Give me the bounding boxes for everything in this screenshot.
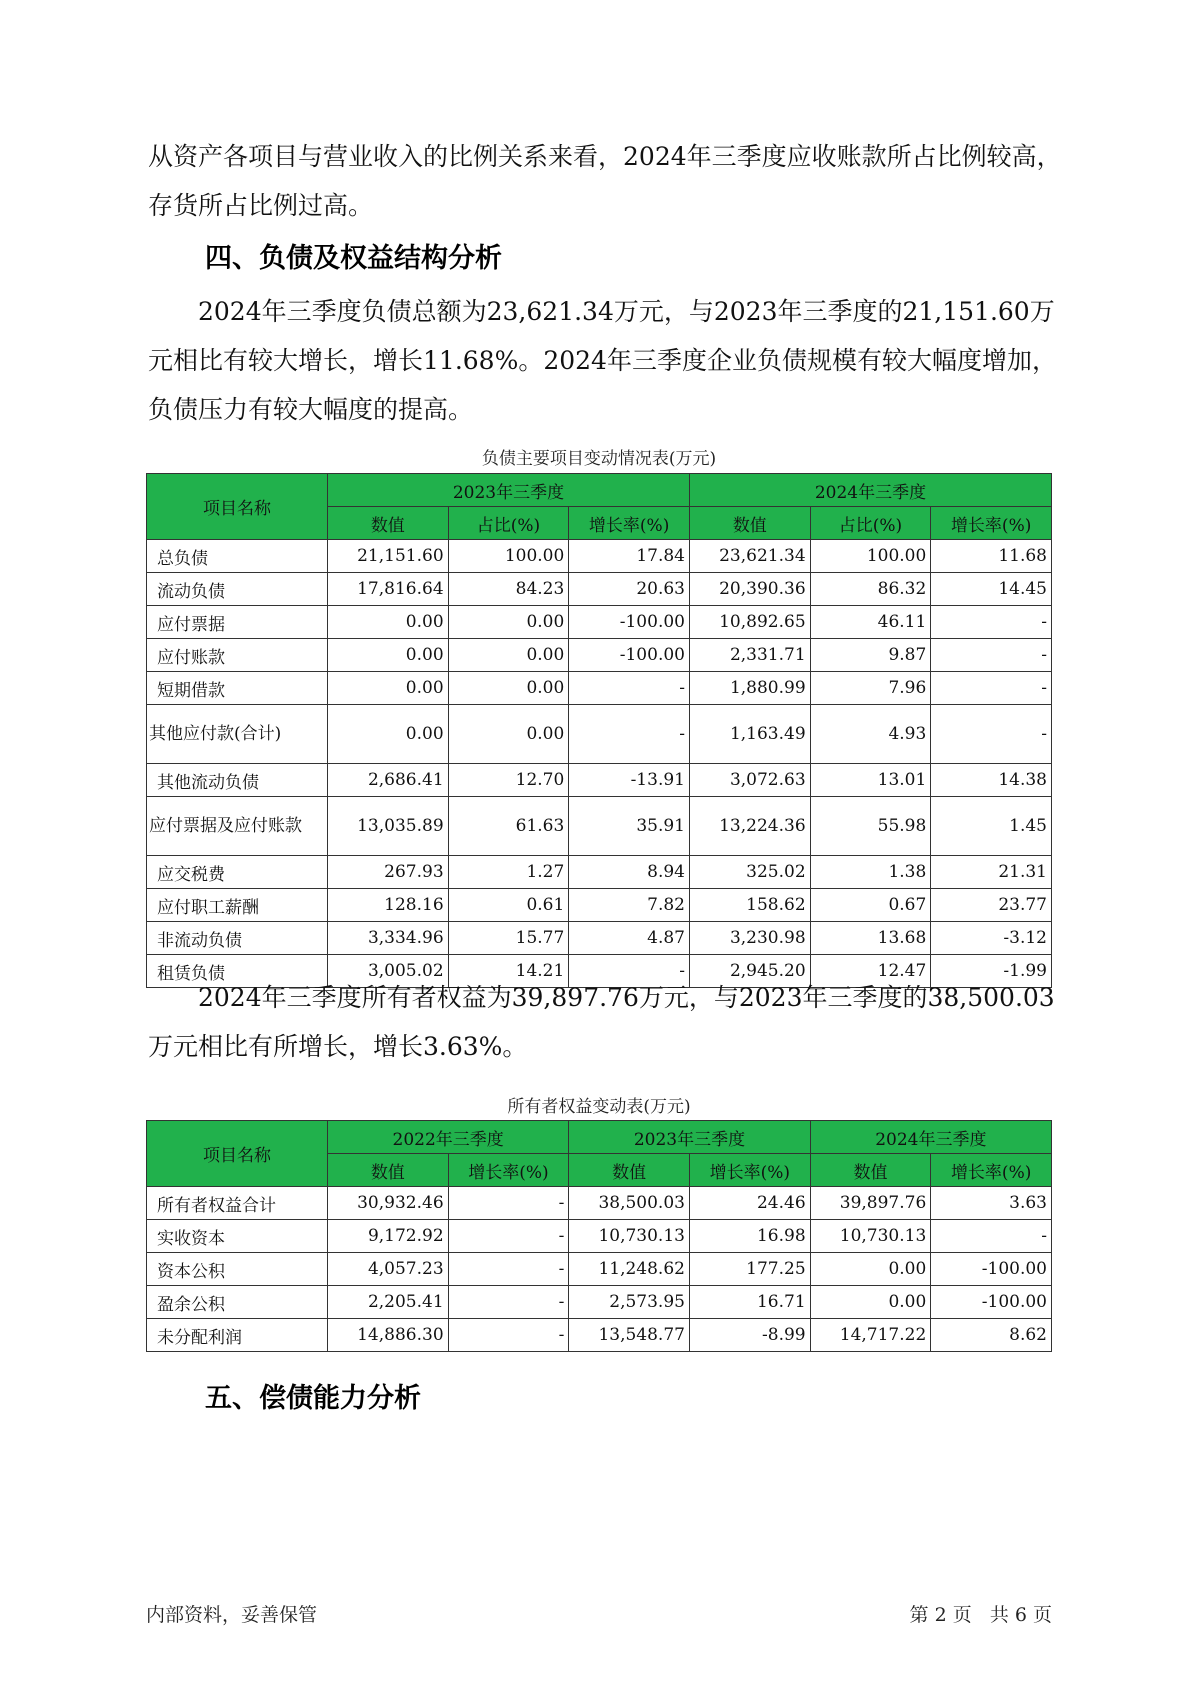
row-label: 应付票据及应付账款: [147, 797, 328, 856]
table-cell: 158.62: [689, 889, 810, 922]
table-cell: 38,500.03: [569, 1187, 690, 1220]
intro-paragraph: 从资产各项目与营业收入的比例关系来看，2024年三季度应收账款所占比例较高，存货所占比例过高。: [148, 142, 1062, 220]
liability-row: [147, 889, 1052, 922]
table-cell: 35.91: [569, 797, 690, 856]
table-cell: -: [448, 1319, 569, 1352]
liability-subheader: 数值: [327, 507, 448, 540]
table-cell: 0.00: [327, 672, 448, 705]
table-cell: 0.00: [327, 639, 448, 672]
table-cell: 4,057.23: [327, 1253, 448, 1286]
table-cell: -13.91: [569, 764, 690, 797]
table-cell: 1.27: [448, 856, 569, 889]
liability-table-caption: 负债主要项目变动情况表(万元): [481, 449, 717, 469]
table-cell: 8.94: [569, 856, 690, 889]
table-cell: 12.70: [448, 764, 569, 797]
table-cell: 14,886.30: [327, 1319, 448, 1352]
liability-subheader: 增长率(%): [569, 507, 690, 540]
table-cell: -8.99: [689, 1319, 810, 1352]
equity-row: [147, 1286, 1052, 1319]
table-cell: -100.00: [931, 1253, 1052, 1286]
table-cell: 24.46: [689, 1187, 810, 1220]
liability-subheader: 增长率(%): [931, 507, 1052, 540]
table-cell: 21,151.60: [327, 540, 448, 573]
table-cell: 0.00: [810, 1253, 931, 1286]
table-cell: 23,621.34: [689, 540, 810, 573]
liability-row: [147, 705, 1052, 764]
table-cell: 15.77: [448, 922, 569, 955]
liability-row: [147, 922, 1052, 955]
table-cell: 10,730.13: [810, 1220, 931, 1253]
footer-page-number: 第 2 页 共 6 页: [909, 1604, 1052, 1626]
table-cell: 0.00: [448, 672, 569, 705]
equity-subheader: 增长率(%): [448, 1154, 569, 1187]
equity-subheader: 增长率(%): [689, 1154, 810, 1187]
section-4-heading: 四、负债及权益结构分析: [205, 243, 502, 274]
table-cell: -1.99: [931, 955, 1052, 988]
equity-row: [147, 1319, 1052, 1352]
row-label: 应付职工薪酬: [147, 889, 328, 922]
liability-table: [146, 473, 1052, 988]
equity-header-2023q3: 2023年三季度: [569, 1121, 810, 1154]
equity-subheader: 数值: [810, 1154, 931, 1187]
row-label: 非流动负债: [147, 922, 328, 955]
table-cell: 0.61: [448, 889, 569, 922]
table-cell: -3.12: [931, 922, 1052, 955]
liability-row: [147, 639, 1052, 672]
table-cell: 12.47: [810, 955, 931, 988]
row-label: 流动负债: [147, 573, 328, 606]
table-cell: 0.00: [327, 606, 448, 639]
equity-header-2022q3: 2022年三季度: [327, 1121, 568, 1154]
table-cell: -: [931, 705, 1052, 764]
row-label: 应付票据: [147, 606, 328, 639]
table-cell: -: [448, 1286, 569, 1319]
table-cell: 84.23: [448, 573, 569, 606]
row-label: 其他流动负债: [147, 764, 328, 797]
table-cell: 0.00: [327, 705, 448, 764]
row-label: 实收资本: [147, 1220, 328, 1253]
table-cell: -100.00: [931, 1286, 1052, 1319]
liability-subheader: 占比(%): [448, 507, 569, 540]
equity-row: [147, 1220, 1052, 1253]
row-label: 租赁负债: [147, 955, 328, 988]
table-cell: -: [931, 606, 1052, 639]
table-cell: 10,730.13: [569, 1220, 690, 1253]
liability-table-body: [147, 540, 1052, 988]
liability-paragraph: 2024年三季度负债总额为23,621.34万元，与2023年三季度的21,151.60万元相比有较大增长，增长11.68%。2024年三季度企业负债规模有较大幅度增加，负债压力有较大幅度的提高。: [148, 297, 1057, 424]
table-cell: 9.87: [810, 639, 931, 672]
table-cell: 4.93: [810, 705, 931, 764]
liability-row: [147, 573, 1052, 606]
liability-header-item: 项目名称: [147, 474, 328, 540]
table-cell: 1,880.99: [689, 672, 810, 705]
row-label: 盈余公积: [147, 1286, 328, 1319]
table-cell: 13.68: [810, 922, 931, 955]
liability-subheader: 数值: [689, 507, 810, 540]
table-cell: 3,230.98: [689, 922, 810, 955]
table-cell: 20,390.36: [689, 573, 810, 606]
table-cell: 21.31: [931, 856, 1052, 889]
table-cell: 30,932.46: [327, 1187, 448, 1220]
table-cell: -: [569, 705, 690, 764]
row-label: 总负债: [147, 540, 328, 573]
equity-subheader: 增长率(%): [931, 1154, 1052, 1187]
liability-row: [147, 606, 1052, 639]
equity-subheader: 数值: [327, 1154, 448, 1187]
table-cell: 13,548.77: [569, 1319, 690, 1352]
table-cell: 9,172.92: [327, 1220, 448, 1253]
table-cell: 13.01: [810, 764, 931, 797]
table-cell: -: [569, 672, 690, 705]
table-cell: 3.63: [931, 1187, 1052, 1220]
table-cell: 17.84: [569, 540, 690, 573]
table-cell: -: [931, 672, 1052, 705]
equity-header-item: 项目名称: [147, 1121, 328, 1187]
table-cell: 2,573.95: [569, 1286, 690, 1319]
table-cell: 1.38: [810, 856, 931, 889]
liability-row: [147, 856, 1052, 889]
liability-row: [147, 540, 1052, 573]
table-cell: -: [448, 1220, 569, 1253]
table-cell: -: [448, 1253, 569, 1286]
table-cell: 1,163.49: [689, 705, 810, 764]
table-cell: 2,205.41: [327, 1286, 448, 1319]
table-cell: 14.21: [448, 955, 569, 988]
table-cell: -: [931, 639, 1052, 672]
liability-subheader: 占比(%): [810, 507, 931, 540]
equity-row: [147, 1187, 1052, 1220]
table-cell: 8.62: [931, 1319, 1052, 1352]
table-cell: -: [448, 1187, 569, 1220]
table-cell: -100.00: [569, 606, 690, 639]
table-cell: 2,945.20: [689, 955, 810, 988]
table-cell: 1.45: [931, 797, 1052, 856]
liability-row: [147, 764, 1052, 797]
table-cell: 86.32: [810, 573, 931, 606]
table-cell: 3,005.02: [327, 955, 448, 988]
table-cell: 46.11: [810, 606, 931, 639]
row-label: 其他应付款(合计): [147, 705, 328, 764]
table-cell: 3,334.96: [327, 922, 448, 955]
row-label: 资本公积: [147, 1253, 328, 1286]
table-cell: 17,816.64: [327, 573, 448, 606]
table-cell: 13,224.36: [689, 797, 810, 856]
table-cell: 39,897.76: [810, 1187, 931, 1220]
table-cell: 14,717.22: [810, 1319, 931, 1352]
table-cell: -: [569, 955, 690, 988]
equity-subheader: 数值: [569, 1154, 690, 1187]
liability-header-2023q3: 2023年三季度: [327, 474, 689, 507]
table-cell: 0.00: [448, 606, 569, 639]
equity-table-caption: 所有者权益变动表(万元): [507, 1097, 691, 1117]
table-cell: 100.00: [810, 540, 931, 573]
table-cell: 7.96: [810, 672, 931, 705]
table-cell: -: [931, 1220, 1052, 1253]
table-cell: 267.93: [327, 856, 448, 889]
table-cell: 14.38: [931, 764, 1052, 797]
table-cell: 0.00: [448, 705, 569, 764]
equity-header-2024q3: 2024年三季度: [810, 1121, 1051, 1154]
liability-header-2024q3: 2024年三季度: [689, 474, 1051, 507]
table-cell: 2,686.41: [327, 764, 448, 797]
equity-row: [147, 1253, 1052, 1286]
liability-row: [147, 797, 1052, 856]
table-cell: 3,072.63: [689, 764, 810, 797]
equity-table-body: [147, 1187, 1052, 1352]
table-cell: 10,892.65: [689, 606, 810, 639]
table-cell: 13,035.89: [327, 797, 448, 856]
table-cell: 100.00: [448, 540, 569, 573]
row-label: 所有者权益合计: [147, 1187, 328, 1220]
section-5-heading: 五、偿债能力分析: [205, 1383, 421, 1414]
footer-confidential-note: 内部资料，妥善保管: [146, 1604, 318, 1626]
table-cell: 0.00: [810, 1286, 931, 1319]
equity-paragraph: 2024年三季度所有者权益为39,897.76万元，与2023年三季度的38,500.03万元相比有所增长，增长3.63%。: [148, 983, 1055, 1061]
table-cell: 7.82: [569, 889, 690, 922]
table-cell: 11,248.62: [569, 1253, 690, 1286]
table-cell: 325.02: [689, 856, 810, 889]
table-cell: 128.16: [327, 889, 448, 922]
table-cell: 0.67: [810, 889, 931, 922]
equity-table: [146, 1120, 1052, 1352]
row-label: 短期借款: [147, 672, 328, 705]
table-cell: 4.87: [569, 922, 690, 955]
row-label: 应付账款: [147, 639, 328, 672]
table-cell: 14.45: [931, 573, 1052, 606]
row-label: 未分配利润: [147, 1319, 328, 1352]
row-label: 应交税费: [147, 856, 328, 889]
table-cell: 16.98: [689, 1220, 810, 1253]
table-cell: 55.98: [810, 797, 931, 856]
table-cell: 23.77: [931, 889, 1052, 922]
table-cell: 16.71: [689, 1286, 810, 1319]
table-cell: 20.63: [569, 573, 690, 606]
table-cell: 0.00: [448, 639, 569, 672]
table-cell: 177.25: [689, 1253, 810, 1286]
liability-row: [147, 672, 1052, 705]
table-cell: 61.63: [448, 797, 569, 856]
table-cell: 2,331.71: [689, 639, 810, 672]
table-cell: -100.00: [569, 639, 690, 672]
table-cell: 11.68: [931, 540, 1052, 573]
